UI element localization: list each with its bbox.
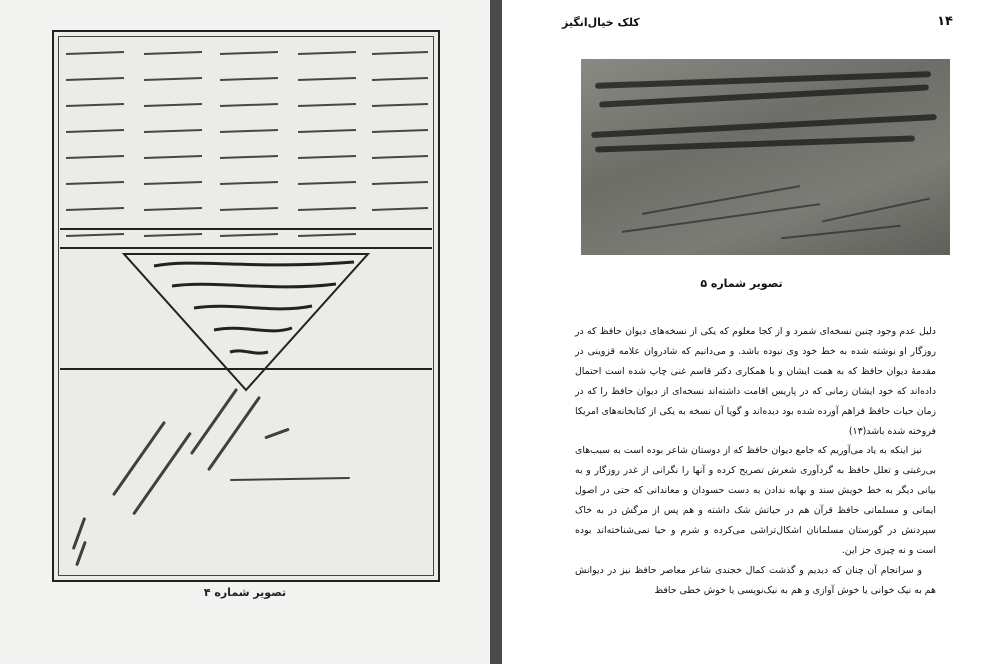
book-spine xyxy=(490,0,502,664)
verse-column-3 xyxy=(220,40,278,245)
colophon-triangle xyxy=(54,252,438,392)
left-page xyxy=(0,0,490,664)
right-page xyxy=(502,0,981,664)
page-header xyxy=(562,14,953,34)
manuscript-divider-mid xyxy=(60,247,432,249)
verse-column-1 xyxy=(66,40,124,245)
paragraph-3: و سرانجام آن چنان که دیدیم و گذشت کمال خجندی شاعر معاصر حافظ نیز در دیوانش هم به نیک خوانی یا خوش آوازی و هم به نیک‌نویسی یا خوش خطی حافظ xyxy=(575,564,936,596)
page-number: ۱۴ xyxy=(937,14,953,29)
body-text xyxy=(575,322,936,601)
manuscript-divider-bottom xyxy=(60,368,432,370)
manuscript-verse-columns xyxy=(60,40,432,245)
inscription-photo xyxy=(581,59,950,255)
paragraph-2: نیز اینکه به یاد می‌آوریم که جامع دیوان حافظ که از دوستان شاعر بوده است به سبب‌های بی‌رغبتی و تعلل حافظ به گردآوری شعرش تصریح کرده و آنها را نگرانی از غدر روزگار و به بیانی دیگر به خط خویش سند و بهانه ندادن به دست حسودان و معاندانی که حتی در اصول ایمانی و مسلمانی حافظ قرآن هم در حیاتش شک داشته و هم پس از مرگش در به خاک سپردنش در گورستان مسلمانان اشکال‌تراشی می‌کرده و شرم و حیا نمی‌شناخته‌اند بوده است و نه چیزی جز این. xyxy=(575,445,936,556)
figure-4-caption: تصویر شماره ۴ xyxy=(203,586,287,599)
manuscript-facsimile-image xyxy=(52,30,440,582)
running-title: کلک خیال‌انگیز xyxy=(562,16,640,29)
verse-column-4 xyxy=(298,40,356,245)
verse-column-5 xyxy=(372,40,428,245)
figure-5-caption: تصویر شماره ۵ xyxy=(700,277,783,290)
manuscript-divider-top xyxy=(60,228,432,230)
paragraph-1: دلیل عدم وجود چنین نسخه‌ای شمرد و از کجا معلوم که یکی از نسخه‌های دیوان حافظ که در روزگار او نوشته شده به خط خود وی نبوده باشد. و می‌دانیم که شادروان علامه قزوینی در مقدمهٔ دیوان حافظ که به همت ایشان و با همکاری دکتر قاسم غنی چاپ شده است احتمال داده‌اند که خود ایشان زمانی که در پاریس اقامت داشته‌اند نسخه‌ای از دیوان حافظ را که در زمان حیات حافظ فراهم آورده شده بود دیده‌اند و گویا آن نسخه به یکی از کتابخانه‌های امریکا فروخته شده باشد(۱۳) xyxy=(575,326,936,437)
verse-column-2 xyxy=(144,40,202,245)
